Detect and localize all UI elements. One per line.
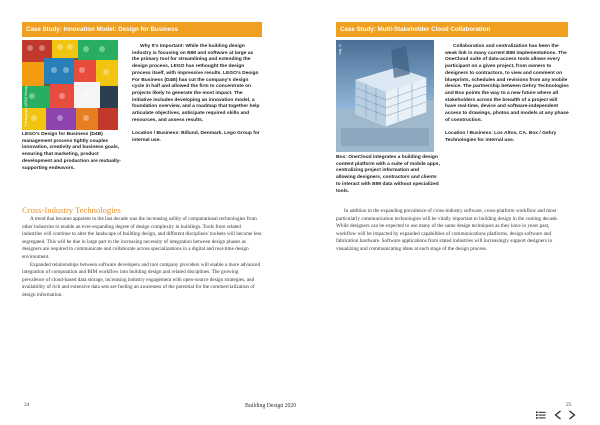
- list-icon[interactable]: [536, 410, 546, 420]
- case-study-header: Case Study: Multi-Stakeholder Cloud Collaboration: [336, 22, 568, 37]
- section-title: Cross-Industry Technologies: [22, 205, 121, 215]
- footer-title: Building Design 2020: [245, 403, 297, 409]
- body-paragraph: Expanded relationships between software developers and tool company providers will enable a more advanced integration of computation and BIM workflow into building design and related disciplines. The growing prevalence of cloud-based data storage, increasing industry engagement with open-source design strategies, and availability of rich and extensive data sets are fueling an awareness of the potential for the commercialization of design information.: [22, 261, 261, 298]
- box-photo: [336, 40, 434, 152]
- sidebar-paragraph: Why It's Important: While the building design industry is focusing on BIM and software at large as the primary tool for streamlining and extending the design process, LEGO has rethought the design process itself, with impressive results. LEGO's Design For Business (D4B) has cut the company's design cycle in half and allowed the firm to concentrate on projects likely to generate the most impact. The initiative includes developing an innovation model, a foundation overview, and a roadmap that together help articulate objectives, anticipate required skills and resources, and assess results.: [132, 44, 260, 123]
- chevron-right-icon[interactable]: [568, 410, 576, 420]
- sidebar-paragraph: Collaboration and centralization has been the weak link in many current BIM implementations. The OneCloud suite of data-access tools allows every participant on a given project, from owners to designers to contractors, to view and comment on blueprints, schedules and revisions from any mobile device. The partnership between Gehry Technologies and Box points the way to a new future where all stakeholders across the breadth of a project will have real-time, device and software-independent access to drawings, photos and models at any phase of construction.: [445, 44, 569, 123]
- sidebar-location: Location / Business: Los Altos, CA. Box / Gehry Technologies for internal use.: [445, 131, 557, 144]
- chevron-left-icon[interactable]: [554, 410, 562, 420]
- lego-photo: [22, 40, 118, 130]
- box-app-rendering-image: [336, 40, 434, 152]
- photo-caption: LEGO's Design for Business (D4B) management process tightly couples innovation, creativity and business goals, ensuring that marketing, product development and production are mutually-supporting endeavors.: [22, 132, 121, 171]
- photo-credit: © Box: [338, 44, 342, 56]
- right-page: [300, 0, 600, 425]
- lego-bricks-image: [22, 40, 118, 130]
- case-study-header: Case Study: Innovation Model: Design for Business: [22, 22, 262, 37]
- page-number: 25: [566, 402, 572, 408]
- photo-caption: Box: OneCloud integrates a building design content platform with a suite of mobile apps, centralizing project information and allowing designers, contractors and clients to interact with BIM data without specialized tools.: [336, 155, 440, 194]
- photo-credit: Photograph: LEGO Group: [24, 85, 28, 126]
- body-paragraph: A trend that became apparent in the last decade was the increasing utility of computational technologies from other industries to enable an ever-expanding degree of design complexity in buildings. Tools from related industries will continue to alter the landscape of building design, and different disciplines' toolsets will become less segregated. This will be due in large part to the increasing necessity of integration between design phases as designers are required to communicate and collaborate across specializations in a digital and real-time design environment.: [22, 216, 262, 260]
- sidebar-text: [445, 44, 569, 145]
- body-paragraph: In addition to the expanding prevalence of cross-industry software, cross-platform workflow and most particularly communication technologies will be vitally important to building design in the coming decade. While designers can be expected to use many of the same design techniques as they have in years past, workflow will be impacted by expanded capabilities of communications platforms, design software and fabrication hardware. Software applications from stated industries will increasingly support designers in visualizing and communicating ideas at each stage of the design process.: [336, 208, 559, 252]
- body-text: [22, 216, 262, 300]
- sidebar-location: Location / Business: Billund, Denmark. Lego Group for internal use.: [132, 131, 260, 144]
- page-number: 24: [24, 402, 30, 408]
- body-text: [336, 208, 569, 254]
- sidebar-text: [132, 44, 260, 145]
